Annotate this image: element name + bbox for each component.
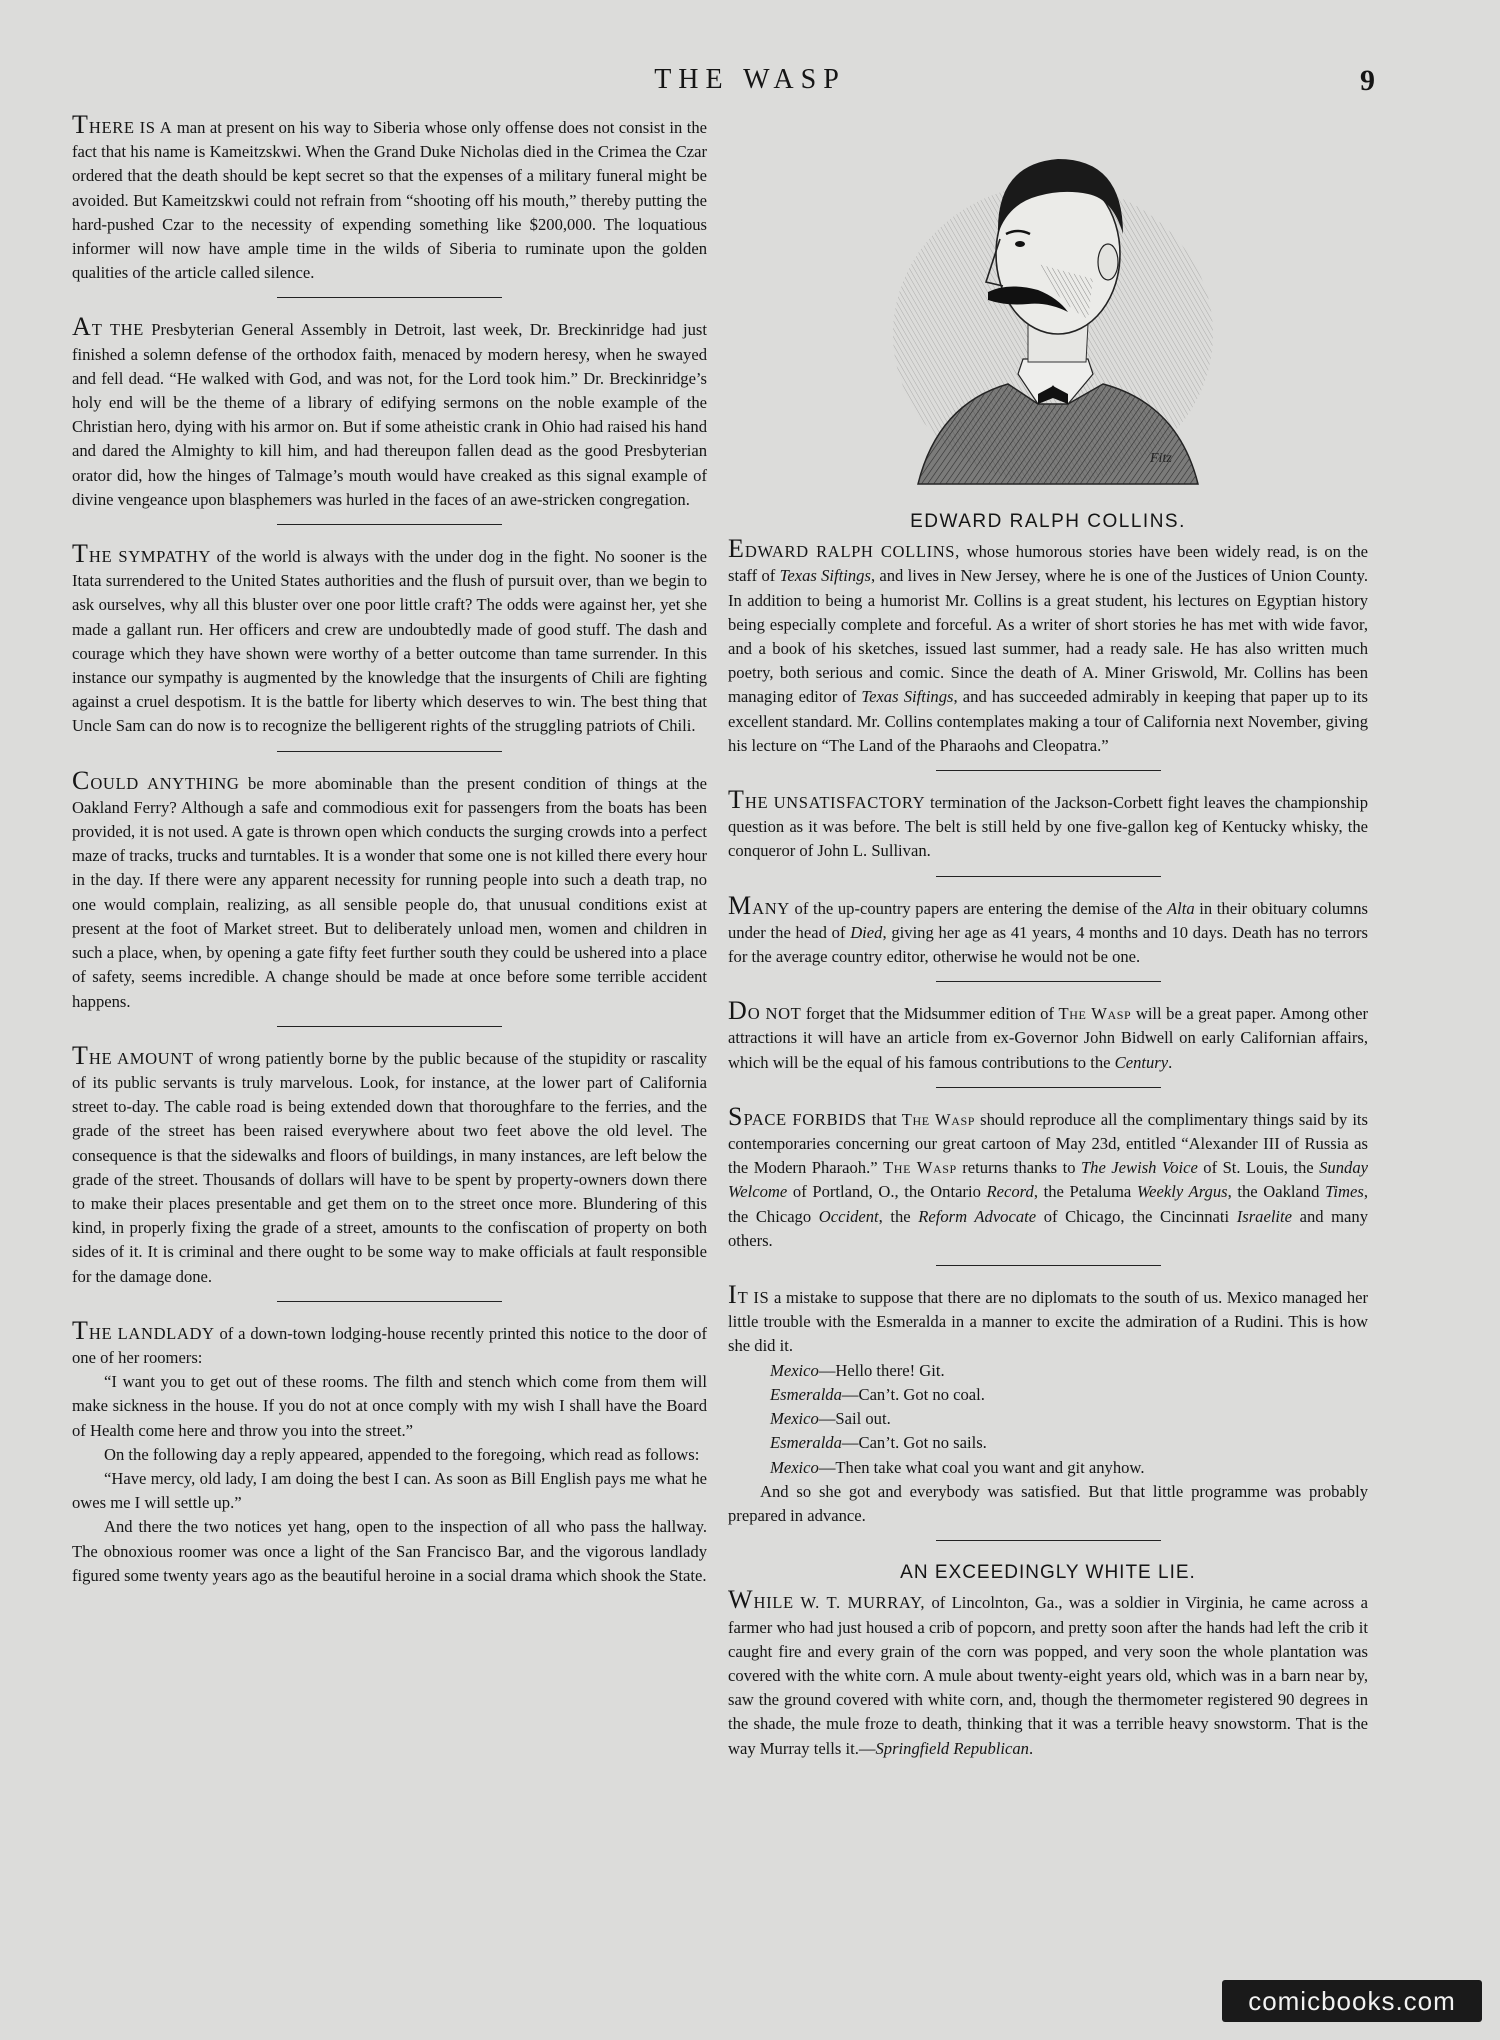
speaker-name: Mexico (770, 1360, 819, 1380)
article-text: in their obituary columns under the head of (728, 898, 1368, 942)
article-text: , giving her age as 41 years, 4 months and 10 days. Death has no terrors for the average country editor, otherwise he would not be one. (728, 922, 1368, 967)
lead-words: OULD ANYTHING (90, 773, 240, 793)
lead-words: O NOT (747, 1004, 802, 1024)
article-alta (728, 890, 1368, 970)
landlady-reply-intro: On the following day a reply appeared, appended to the foregoing, which read as follows: (104, 1444, 700, 1464)
article-breckinridge (72, 312, 707, 512)
publication-name: Record (986, 1182, 1034, 1202)
drop-cap: T (72, 1040, 88, 1070)
publication-name: The Wasp (1058, 1004, 1132, 1024)
article-itata (72, 539, 707, 739)
publication-name: The Wasp (901, 1109, 976, 1129)
article-space-forbids (728, 1101, 1369, 1253)
dialogue-line (770, 1407, 1368, 1431)
separator-rule (936, 876, 1161, 877)
publication-name: Texas Siftings (779, 566, 871, 586)
lead-words: HE AMOUNT (88, 1048, 194, 1068)
article-midsummer (728, 996, 1368, 1075)
article-collins (728, 534, 1368, 758)
dialogue-text: —Sail out. (818, 1409, 891, 1429)
article-text: that (866, 1109, 902, 1129)
article-text: of Lincolnton, Ga., was a soldier in Virginia, he came across a farmer who had just housed a crib of popcorn, and pretty soon after the hands had left the crib it caught fire and every grain of the corn was popped, and very soon the whole plantation was covered with the white corn. A mule about twenty-eight years old, which was in a barn near by, saw the ground covered with white corn, and, though the thermometer registered 90 degrees in the shade, the mule froze to death, thinking that it was a terrible heavy snowstorm. That is the way Murray tells it.— (728, 1593, 1368, 1758)
publication-name: Times (1325, 1182, 1364, 1202)
lead-words: T IS (737, 1288, 770, 1308)
publication-name: Israelite (1236, 1206, 1293, 1226)
lead-words: DWARD RALPH COLLINS, (744, 542, 960, 562)
article-diplomats (728, 1280, 1369, 1528)
speaker-name: Mexico (770, 1409, 819, 1429)
right-column (728, 510, 1368, 1769)
source-citation: Springfield Republican (875, 1738, 1029, 1758)
article-text: be more abominable than the present condition of things at the Oakland Ferry? Although a safe and commodious exit for passengers from the boats has been provided, it is not used. A gate is thrown open which conducts the surging crowds into a perfect maze of tracks, trucks and turntables. It is a wonder that some one is not killed there every hour in the day. If there were any apparent necessity for running people into such a death trap, no one would complain, realizing, as all sensible people do, that unusual conditions exist at present at the foot of Market street. But to deliberately unload men, women and children in such a place, when, by opening a gate fifty feet further south they could be ushered into a place of safety, seems incredible. A change should be made at once before some terrible accident happens. (72, 773, 707, 1011)
separator-rule (277, 524, 502, 525)
white-lie-heading: AN EXCEEDINGLY WHITE LIE. (900, 1562, 1196, 1584)
article-text: of Chicago, the Cincinnati (1036, 1206, 1237, 1226)
roomer-reply: “Have mercy, old lady, I am doing the best I can. As soon as Bill English pays me what he owes me I will settle up.” (72, 1468, 707, 1513)
article-oakland-ferry (72, 765, 707, 1014)
publication-name: Reform Advocate (918, 1206, 1037, 1226)
lead-words: HILE W. T. MURRAY, (753, 1593, 926, 1613)
article-text: , and lives in New Jersey, where he is one of the Justices of Union County. In addition to being a humorist Mr. Collins is a great student, his lectures on Egyptian history being especially complete and forceful. As a writer of short stories he has met with wide favor, and a book of his sketches, issued last summer, had a ready sale. He has also written much poetry, both serious and comic. Since the death of A. Miner Griswold, Mr. Collins has been managing editor of (728, 566, 1368, 707)
lead-words: HE UNSATISFACTORY (744, 793, 926, 813)
diplomats-closing: And so she got and everybody was satisfied. But that little programme was probably prepared in advance. (728, 1481, 1368, 1525)
article-text: , the Oakland (1227, 1182, 1326, 1202)
portrait-illustration (888, 104, 1218, 494)
dialogue-line (770, 1431, 1368, 1455)
publication-name: Texas Siftings (861, 687, 954, 707)
article-text: should reproduce all the complimentary things said by its contemporaries concerning our great cartoon of May 23d, entitled “Alexander III of Russia as the Modern Pharaoh.” (728, 1109, 1368, 1178)
article-fight (728, 785, 1368, 864)
artist-signature: Fitz (1150, 451, 1172, 466)
drop-cap: E (728, 534, 744, 564)
article-text: , and has succeeded admirably in keeping that paper up to its excellent standard. Mr. Collins contemplates making a tour of California next November, giving his lecture on “The Land of the Pharaohs and Cleopatra.” (728, 687, 1368, 755)
article-text: whose humorous stories have been widely read, is on the staff of (728, 542, 1368, 586)
article-landlady (72, 1315, 707, 1588)
page-number: 9 (1360, 64, 1375, 97)
article-california-street (72, 1040, 708, 1289)
lead-words: ANY (752, 898, 790, 918)
emphasis-word: Died (850, 922, 883, 942)
article-text: termination of the Jackson-Corbett fight leaves the championship question as it was before. The belt is still held by one five-gallon keg of Kentucky whisky, the conqueror of John L. Sullivan. (728, 793, 1368, 861)
drop-cap: T (72, 110, 88, 139)
dialogue-text: —Can’t. Got no coal. (841, 1384, 985, 1404)
article-text: a mistake to suppose that there are no diplomats to the south of us. Mexico managed her little trouble with the Esmeralda in a manner to excite the admiration of a Rudini. This is how she did it. (728, 1288, 1369, 1356)
lead-words: HE LANDLADY (88, 1323, 215, 1343)
lead-words: HE SYMPATHY (88, 547, 212, 567)
article-text: man at present on his way to Siberia whose only offense does not consist in the fact that his name is Kameitzskwi. When the Grand Duke Nicholas died in the Crimea the Czar ordered that the death should be kept secret so that the expenses of a military funeral might be avoided. But Kameitzskwi could not refrain from “shooting off his mouth,” thereby putting the hard-pushed Czar to the necessity of expending something like $200,000. The loquatious informer will now have ample time in the wilds of Siberia to ruminate upon the golden qualities of the article called silence. (72, 118, 707, 283)
drop-cap: T (72, 1315, 88, 1345)
article-text: Presbyterian General Assembly in Detroit, last week, Dr. Breckinridge had just finished a solemn defense of the orthodox faith, menaced by modern heresy, when he swayed and fell dead. “He walked with God, and was not, for the Lord took him.” Dr. Breckinridge’s holy end will be the theme of a library of edifying sermons on the noble example of the Christian hero, dying with his armor on. But if some atheistic crank in Ohio had raised his hand and dared the Almighty to kill him, and had thereupon fallen dead as the good Presbyterian orator did, how the hinges of Talmage’s mouth would have creaked as this signal example of divine vengeance upon blasphemers was hurled in the faces of an awe-stricken congregation. (72, 320, 707, 509)
publication-name: The Wasp (883, 1158, 957, 1178)
separator-rule (277, 1301, 502, 1302)
dialogue-line (770, 1456, 1368, 1480)
drop-cap: T (728, 785, 744, 815)
speaker-name: Esmeralda (770, 1433, 842, 1453)
portrait-engraving (888, 104, 1218, 494)
separator-rule (277, 1026, 502, 1027)
article-text: of the up-country papers are entering the demise of the (789, 898, 1167, 918)
publication-name: Sunday Welcome (728, 1158, 1368, 1202)
speaker-name: Mexico (770, 1457, 819, 1477)
dialogue-text: —Then take what coal you want and git anyhow. (818, 1457, 1145, 1477)
drop-cap: C (72, 765, 90, 795)
article-text: . (1028, 1738, 1034, 1758)
drop-cap: S (728, 1101, 743, 1131)
left-column (72, 110, 708, 1596)
speaker-name: Esmeralda (770, 1384, 842, 1404)
portrait-caption: EDWARD RALPH COLLINS. (910, 511, 1186, 532)
article-text: of St. Louis, the (1197, 1158, 1320, 1178)
article-text: of Portland, O., the Ontario (787, 1182, 987, 1202)
landlady-conclusion: And there the two notices yet hang, open to the inspection of all who pass the hallway. The obnoxious roomer was once a light of the San Francisco Bar, and the vigorous landlady figured some twenty years ago as the beautiful heroine in a social drama which shook the State. (72, 1517, 707, 1585)
separator-rule (936, 770, 1161, 771)
site-watermark: comicbooks.com (1222, 1980, 1482, 2022)
article-text: forget that the Midsummer edition of (801, 1004, 1059, 1024)
publication-name: Century (1114, 1052, 1169, 1072)
landlady-notice: “I want you to get out of these rooms. The filth and stench which come from them will make sickness in the house. If you do not at once comply with my wish I shall have the Board of Health come here and throw you into the street.” (72, 1372, 707, 1440)
lead-words: PACE FORBIDS (743, 1109, 867, 1129)
article-text: of the world is always with the under dog in the fight. No sooner is the Itata surrendered to the United States authorities and the flush of pursuit over, than we begin to ask ourselves, why all this bluster over one poor little craft? The odds were against her, yet she made a gallant run. Her officers and crew are undoubtedly made of good stuff. The dash and courage which they have shown were worthy of a better outcome than tame surrender. In this instance our sympathy is augmented by the knowledge that the insurgents of Chili are fighting against a cruel despotism. It is the battle for liberty which deserves to win. The best thing that Uncle Sam can do now is to recognize the belligerent rights of the struggling patriots of Chili. (72, 547, 707, 736)
separator-rule (936, 1540, 1161, 1541)
article-text: of a down-town lodging-house recently printed this notice to the door of one of her roomers: (72, 1323, 707, 1367)
lead-words: T THE (91, 320, 144, 340)
article-text: , the Chicago (728, 1182, 1368, 1226)
dialogue-line (770, 1359, 1368, 1383)
separator-rule (277, 297, 502, 298)
separator-rule (936, 1265, 1161, 1266)
article-text: returns thanks to (956, 1158, 1081, 1178)
publication-name: The Jewish Voice (1080, 1158, 1198, 1178)
masthead-title: THE WASP (654, 64, 846, 95)
separator-rule (936, 981, 1161, 982)
dialogue-line (770, 1383, 1368, 1407)
separator-rule (936, 1087, 1161, 1088)
article-white-lie (728, 1585, 1368, 1760)
article-text: of wrong patiently borne by the public because of the stupidity or rascality of its public servants is truly marvelous. Look, for instance, at the lower part of California street to-day. The cable road is being extended down that thoroughfare to the ferries, and the grade of the street has been raised everywhere about two feet above the old level. The consequence is that the sidewalks and floors of buildings, in many instances, are left below the grade of the street. Thousands of dollars will have to be spent by property-owners down there to make their places presentable and get them on to the street once more. Blundering of this kind, in properly fixing the grade of a street, amounts to the confiscation of property on both sides of it. It is criminal and there ought to be some way to make officials at fault responsible for the damage done. (72, 1048, 708, 1286)
publication-name: Weekly Argus (1136, 1182, 1228, 1202)
publication-name: Alta (1166, 898, 1195, 918)
article-text: . (1168, 1052, 1173, 1072)
drop-cap: T (72, 539, 88, 569)
separator-rule (277, 751, 502, 752)
dialogue-text: —Can’t. Got no sails. (841, 1433, 987, 1453)
drop-cap: M (728, 890, 752, 920)
drop-cap: D (728, 996, 747, 1026)
article-text: , the (878, 1206, 919, 1226)
publication-name: Occident (818, 1206, 879, 1226)
dialogue-text: —Hello there! Git. (818, 1360, 945, 1380)
article-text: , the Petaluma (1033, 1182, 1137, 1202)
article-siberia (72, 110, 707, 285)
drop-cap: I (728, 1280, 737, 1310)
lead-words: HERE IS A (88, 118, 173, 137)
article-text: and many others. (728, 1206, 1369, 1250)
article-text: will be a great paper. Among other attractions it will have an article from ex-Governor John Bidwell on early Californian affairs, which will be the equal of his famous contributions to the (728, 1004, 1368, 1072)
drop-cap: A (72, 312, 91, 342)
drop-cap: W (728, 1585, 753, 1615)
